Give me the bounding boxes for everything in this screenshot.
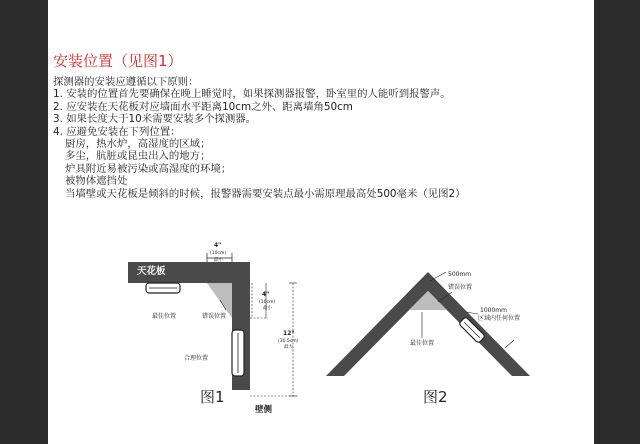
diagram-label: 4" xyxy=(214,242,222,249)
diagram-label: (10cm) xyxy=(210,251,227,256)
instruction-line: 2. 应安装在天花板对应墙面水平距离10cm之外、距离墙角50cm xyxy=(53,100,353,113)
diagram-label: 500mm xyxy=(448,271,472,278)
wall-label: 壁侧 xyxy=(255,405,273,415)
sloped-roof xyxy=(326,272,530,376)
diagram-label: 12" xyxy=(283,330,295,337)
ceiling-label: 天花板 xyxy=(137,266,166,277)
diagram-label: 4" xyxy=(262,291,270,298)
instruction-subline: 炉具附近易被污染或高湿度的环境； xyxy=(65,162,232,175)
best-position-label: 最佳位置 xyxy=(152,313,177,320)
diagram-label: 区域内任何位置 xyxy=(478,315,521,322)
figure-2-caption: 图2 xyxy=(423,388,448,406)
diagram-label: 错误位置 xyxy=(448,284,473,291)
diagram-label: 最大 xyxy=(284,345,293,350)
instruction-subline: 多尘，肮脏或昆虫出入的地方； xyxy=(65,150,211,163)
ok-position-label: 合理位置 xyxy=(184,355,209,362)
diagram-label: 1000mm xyxy=(480,307,507,314)
instruction-line: 1. 安装的位置首先要确保在晚上睡觉时，如果探测器报警，卧室里的人能听到报警声。 xyxy=(53,88,451,101)
best-position-label-2: 最佳位置 xyxy=(410,340,435,347)
wrong-position-label: 错误位置 xyxy=(202,313,227,320)
instruction-subline: 被物体遮挡处 xyxy=(65,175,128,188)
diagram-label: (30.5cm) xyxy=(278,339,299,344)
instruction-line: 3. 如果长度大于10米需要安装多个探测器。 xyxy=(53,113,257,126)
diagram-label: 最小 xyxy=(214,258,223,263)
instruction-line: 4. 应避免安装在下列位置： xyxy=(53,125,181,138)
instruction-line: 探测器的安装应遵循以下原则： xyxy=(53,76,199,88)
figure-1-caption: 图1 xyxy=(200,388,225,406)
section-title: 安装位置（见图1） xyxy=(53,52,183,70)
diagram-label: 最小 xyxy=(263,306,272,311)
instruction-subline: 厨房，热水炉，高湿度的区域； xyxy=(65,138,211,151)
diagram-label: (10cm) xyxy=(259,300,276,305)
instruction-subline: 当墙壁或天花板是倾斜的时候，报警器需要安装点最小需原理最高处500毫米（见图2） xyxy=(65,187,466,200)
